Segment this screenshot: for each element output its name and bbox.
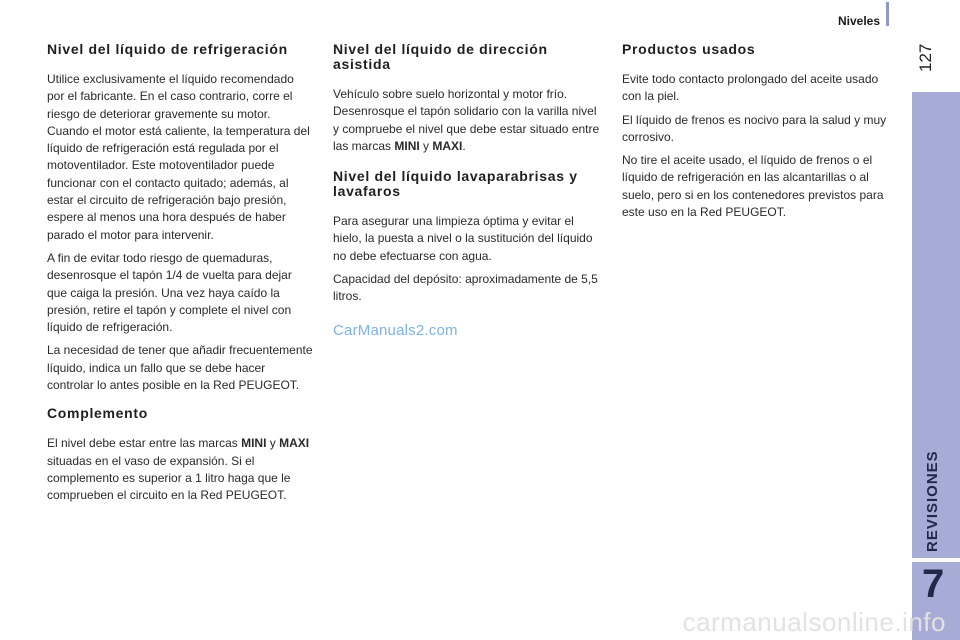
washer-paragraph-2: Capacidad del depósito: aproximadamente de 5,5 litros.	[333, 272, 598, 304]
washer-paragraph-1: Para asegurar una limpieza óptima y evitar el hielo, la puesta a nivel o la sustitución del líquido no debe efectuarse con agua.	[333, 214, 593, 263]
column-steering-washer	[333, 42, 605, 316]
heading-power-steering: Nivel del líquido de dirección asistida	[333, 41, 548, 72]
page-number	[916, 40, 956, 80]
column-used-products	[622, 42, 888, 231]
used-products-paragraph-1: Evite todo contacto prolongado del aceite usado con la piel.	[622, 72, 879, 104]
heading-top-up: Complemento	[47, 405, 149, 422]
power-steering-paragraph: Vehículo sobre suelo horizontal y motor frío. Desenrosque el tapón solidario con la varilla nivel y compruebe el nivel que debe estar situado entre las marcas MINI y MAXI.	[333, 87, 600, 153]
coolant-paragraph-2: A fin de evitar todo riesgo de quemaduras, desenrosque el tapón 1/4 de vuelta para dejar que caiga la presión. Una vez haya caído la presión, retire el tapón y complete el nivel con líquido de refrigeración.	[47, 250, 292, 335]
section-power-steering	[333, 42, 605, 155]
top-up-paragraph: El nivel debe estar entre las marcas MINI y MAXI situadas en el vaso de expansión. Si el complemento es superior a 1 litro haga que le comprueben el circuito en la Red PEUGEOT.	[47, 436, 310, 503]
coolant-paragraph-1: Utilice exclusivamente el líquido recomendado por el fabricante. En el caso contrario, corre el riesgo de deteriorar gravemente su motor. Cuando el motor está caliente, la temperatura del líquido de refrigeración está regulada por el motoventilador. Este motoventilador puede funcionar con el contacto quitado; además, al estar el circuito de refrigeración bajo presión, espere al menos una hora después de haber parado el motor para intervenir.	[47, 72, 310, 242]
watermark-footer: carmanualsonline.info	[682, 607, 946, 637]
coolant-paragraph-3: La necesidad de tener que añadir frecuentemente líquido, indica un fallo que se debe hacer controlar lo antes posible en la Red PEUGEOT.	[47, 343, 313, 393]
section-used-products	[622, 42, 888, 221]
mini-mark: MINI	[394, 138, 420, 153]
header-divider	[886, 2, 889, 26]
page-number-text: 127	[916, 43, 935, 72]
section-top-up	[47, 406, 313, 504]
heading-coolant-level: Nivel del líquido de refrigeración	[47, 41, 288, 57]
maxi-mark: MAXI	[279, 436, 310, 451]
heading-washer-fluid: Nivel del líquido lavaparabrisas y lavafaros	[333, 168, 578, 200]
used-products-paragraph-3: No tire el aceite usado, el líquido de frenos o el líquido de refrigeración en las alcantarillas o al suelo, pero si en los contenedores previstos para este uso en la Red PEUGEOT.	[622, 153, 884, 220]
chapter-title: REVISIONES	[924, 450, 941, 552]
maxi-mark: MAXI	[432, 138, 463, 153]
section-label: Niveles	[837, 14, 880, 28]
used-products-paragraph-2: El líquido de frenos es nocivo para la salud y muy corrosivo.	[622, 112, 887, 144]
heading-used-products: Productos usados	[622, 41, 756, 57]
section-coolant-level	[47, 42, 313, 394]
mini-mark: MINI	[241, 436, 267, 451]
column-coolant	[47, 42, 313, 515]
chapter-number: 7	[922, 562, 945, 606]
section-washer-fluid	[333, 169, 605, 305]
watermark-center: CarManuals2.com	[333, 322, 458, 339]
